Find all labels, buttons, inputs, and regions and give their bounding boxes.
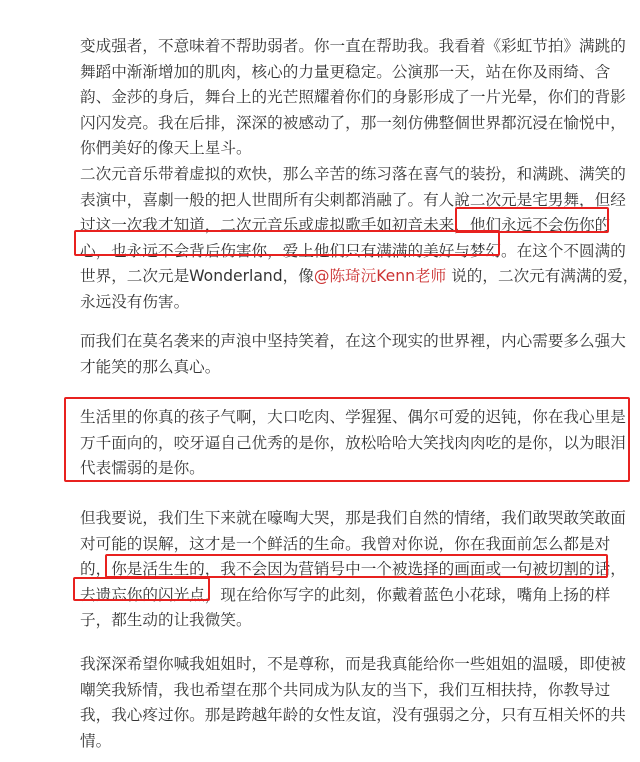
text-line: 过这一次我才知道，二次元音乐或虚拟歌手如初音未来，他们永远不会伤你的 [80, 216, 611, 235]
text-line: 闪闪发亮。我在后排，深深的被感动了，那一刻仿佛整個世界都沉浸在愉悦中， [80, 113, 626, 132]
text-line: 永远没有伤害。 [80, 292, 190, 311]
text-line: 嘲笑我矫情，我也希望在那个共同成为队友的当下，我们互相扶持，你教导过 [80, 680, 611, 699]
text-line: 对可能的误解，这才是一个鲜活的生命。我曾对你说，你在我面前怎么都是对 [80, 534, 611, 553]
paragraph-2 [80, 162, 639, 316]
paragraph-4 [80, 405, 626, 482]
text-line: 子，都生动的让我微笑。 [80, 611, 252, 630]
text-line: 情。 [80, 731, 112, 750]
text-line: 去遗忘你的闪光点，现在给你写字的此刻，你戴着蓝色小花球，嘴角上扬的样 [80, 585, 611, 604]
text-line: 变成强者，不意味着不帮助弱者。你一直在帮助我。我看着《彩虹节拍》满跳的 [80, 37, 626, 55]
paragraph-6 [80, 652, 626, 754]
text-line: 心，也永远不会背后伤害你，爱上他们只有满满的美好与梦幻。在这个不圆满的 [80, 241, 626, 260]
text-line [80, 264, 639, 290]
user-mention-link[interactable]: @陈琦沅Kenn老师 [313, 267, 447, 286]
text-line: 我，我心疼过你。那是跨越年龄的女性友谊，没有强弱之分，只有互相关怀的共 [80, 706, 626, 725]
text-line: 表演中，喜劇一般的把人世間所有尖刺都消融了。有人說二次元是宅男舞，但经 [80, 190, 626, 209]
text-line: 而我们在莫名袭来的声浪中坚持笑着，在这个现实的世界裡，内心需要多么强大 [80, 332, 626, 350]
paragraph-1 [80, 34, 626, 162]
text-line: 但我要说，我们生下来就在嚎啕大哭，那是我们自然的情绪，我们敢哭敢笑敢面 [80, 509, 626, 527]
text-line: 才能笑的那么真心。 [80, 357, 221, 376]
text-segment: 说的，二次元有满满的爱， [446, 267, 639, 286]
text-line: 生活里的你真的孩子气啊，大口吃肉、学猩猩、偶尔可爱的迟钝，你在我心里是 [80, 408, 626, 426]
paragraph-5 [80, 506, 626, 634]
text-line: 你們美好的像天上星斗。 [80, 139, 252, 158]
text-line: 韵、金莎的身后，舞台上的光芒照耀着你们的身影形成了一片光晕，你们的背影 [80, 88, 626, 107]
text-line: 代表懦弱的是你。 [80, 459, 205, 478]
text-line: 舞蹈中渐渐增加的肌肉，核心的力量更稳定。公演那一天，站在你及雨绮、含 [80, 62, 611, 81]
text-line: 万千面向的，咬牙逼自己优秀的是你，放松哈哈大笑找肉肉吃的是你，以为眼泪 [80, 433, 626, 452]
paragraph-3 [80, 329, 626, 380]
text-line: 二次元音乐带着虚拟的欢快，那么辛苦的练习落在喜气的装扮，和满跳、满笑的 [80, 165, 626, 183]
text-line: 的，你是活生生的，我不会因为营销号中一个被选择的画面或一句被切割的话， [80, 560, 626, 579]
text-line: 我深深希望你喊我姐姐时，不是尊称，而是我真能给你一些姐姐的温暖，即使被 [80, 655, 626, 673]
text-segment: 世界，二次元是Wonderland，像 [80, 267, 314, 286]
